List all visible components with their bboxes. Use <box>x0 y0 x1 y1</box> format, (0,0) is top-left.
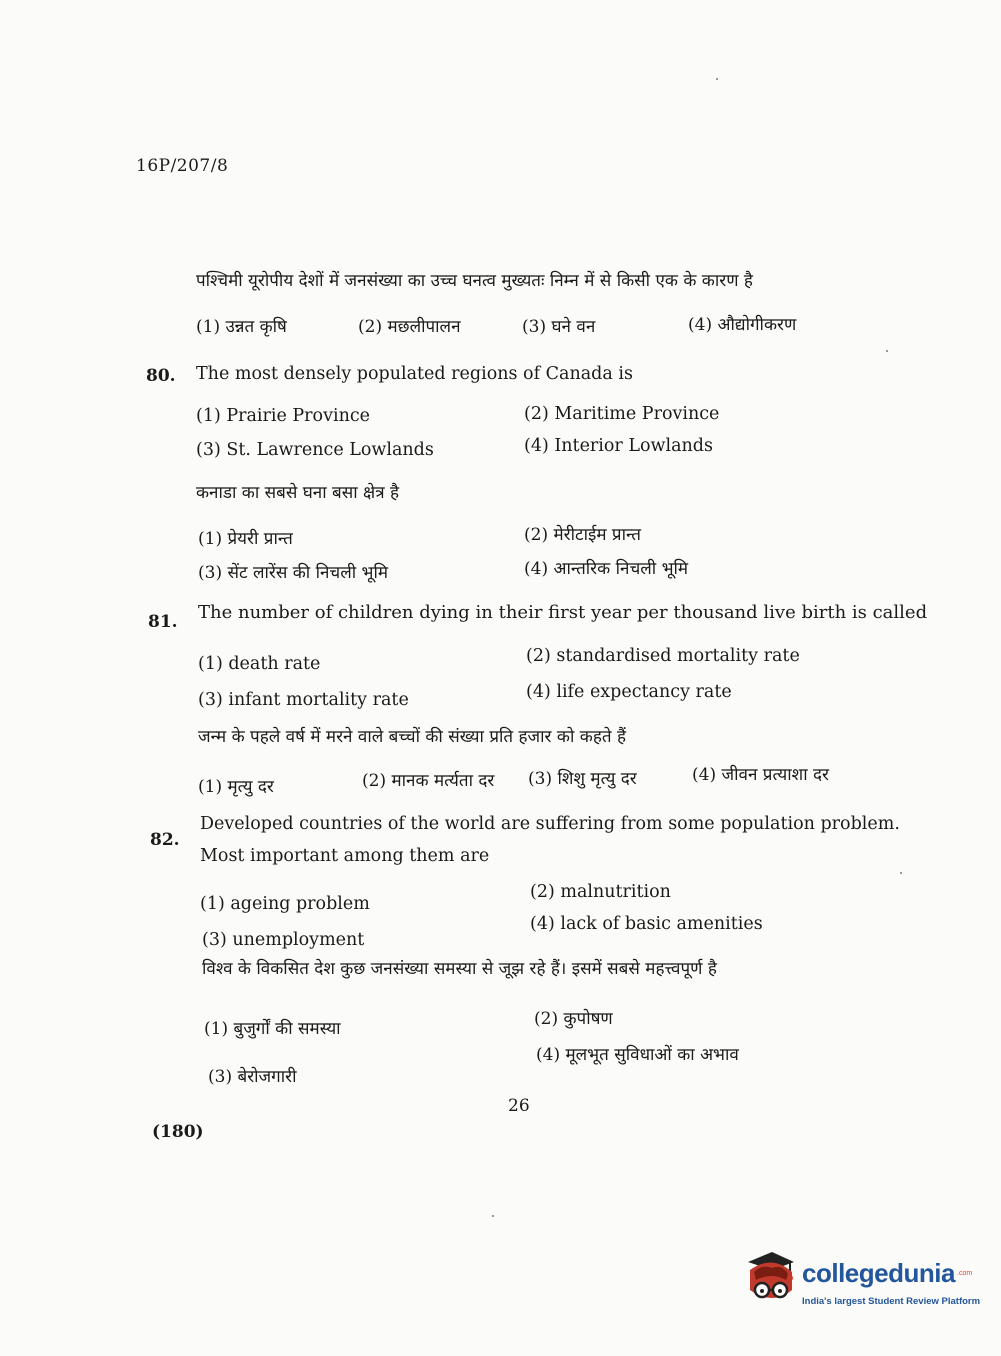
q81-hindi-question: जन्म के पहले वर्ष में मरने वाले बच्चों की संख्या प्रति हजार को कहते हैं <box>198 727 626 747</box>
q81-hindi-option-3: (3) शिशु मृत्यु दर <box>528 769 637 789</box>
logo-suffix: .com <box>957 1270 973 1277</box>
q80-hindi-option-3: (3) सेंट लारेंस की निचली भूमि <box>198 563 389 583</box>
q80-hindi-question: कनाडा का सबसे घना बसा क्षेत्र है <box>196 483 400 503</box>
q80-option-1: (1) Prairie Province <box>196 406 370 426</box>
q82-hindi-option-1: (1) बुजुर्गों की समस्या <box>204 1019 341 1039</box>
q79-hindi-option-3: (3) घने वन <box>522 317 596 337</box>
q81-hindi-option-2: (2) मानक मर्त्यता दर <box>362 771 495 791</box>
q81-option-4: (4) life expectancy rate <box>526 682 732 702</box>
q81-option-2: (2) standardised mortality rate <box>526 646 800 666</box>
q79-hindi-option-2: (2) मछलीपालन <box>358 317 461 337</box>
q82-number: 82. <box>150 830 180 850</box>
page-number: 26 <box>508 1096 530 1116</box>
q82-option-2: (2) malnutrition <box>530 882 671 902</box>
q81-option-1: (1) death rate <box>198 654 321 674</box>
q79-hindi-option-1: (1) उन्नत कृषि <box>196 317 287 337</box>
logo-tagline: India's largest Student Review Platform <box>802 1296 981 1307</box>
q82-question-line2: Most important among them are <box>200 846 490 866</box>
q82-option-3: (3) unemployment <box>202 930 365 950</box>
q82-option-1: (1) ageing problem <box>200 894 370 914</box>
scan-speck <box>886 350 888 352</box>
q82-question-line1: Developed countries of the world are suffering from some population problem. <box>200 814 900 834</box>
q82-hindi-option-4: (4) मूलभूत सुविधाओं का अभाव <box>536 1045 739 1065</box>
booklet-marker: (180) <box>152 1122 204 1142</box>
q80-option-4: (4) Interior Lowlands <box>524 436 713 456</box>
q80-question: The most densely populated regions of Canada is <box>196 364 633 384</box>
q80-number: 80. <box>146 366 176 386</box>
q79-hindi-question: पश्चिमी यूरोपीय देशों में जनसंख्या का उच्च घनत्व मुख्यतः निम्न में से किसी एक के कारण है <box>196 271 753 291</box>
q80-option-3: (3) St. Lawrence Lowlands <box>196 440 434 460</box>
q82-hindi-question: विश्व के विकसित देश कुछ जनसंख्या समस्या से जूझ रहे हैं। इसमें सबसे महत्त्वपूर्ण है <box>202 959 717 979</box>
scan-speck <box>716 78 718 80</box>
q79-hindi-option-4: (4) औद्योगीकरण <box>688 315 797 335</box>
collegedunia-logo[interactable] <box>742 1250 981 1320</box>
scan-speck <box>492 1215 494 1217</box>
q81-option-3: (3) infant mortality rate <box>198 690 409 710</box>
q80-option-2: (2) Maritime Province <box>524 404 720 424</box>
q82-option-4: (4) lack of basic amenities <box>530 914 763 934</box>
q81-hindi-option-1: (1) मृत्यु दर <box>198 777 274 797</box>
q82-hindi-option-2: (2) कुपोषण <box>534 1009 613 1029</box>
q80-hindi-option-1: (1) प्रेयरी प्रान्त <box>198 529 293 549</box>
q80-hindi-option-2: (2) मेरीटाईम प्रान्त <box>524 525 641 545</box>
mascot-icon <box>742 1250 798 1316</box>
q81-number: 81. <box>148 612 178 632</box>
q81-hindi-option-4: (4) जीवन प्रत्याशा दर <box>692 765 830 785</box>
scan-speck <box>900 872 902 874</box>
q80-hindi-option-4: (4) आन्तरिक निचली भूमि <box>524 559 689 579</box>
q81-question: The number of children dying in their first year per thousand live birth is called <box>198 602 928 623</box>
paper-code: 16P/207/8 <box>136 156 229 176</box>
logo-wordmark: collegedunia <box>802 1258 955 1288</box>
q82-hindi-option-3: (3) बेरोजगारी <box>208 1067 297 1087</box>
